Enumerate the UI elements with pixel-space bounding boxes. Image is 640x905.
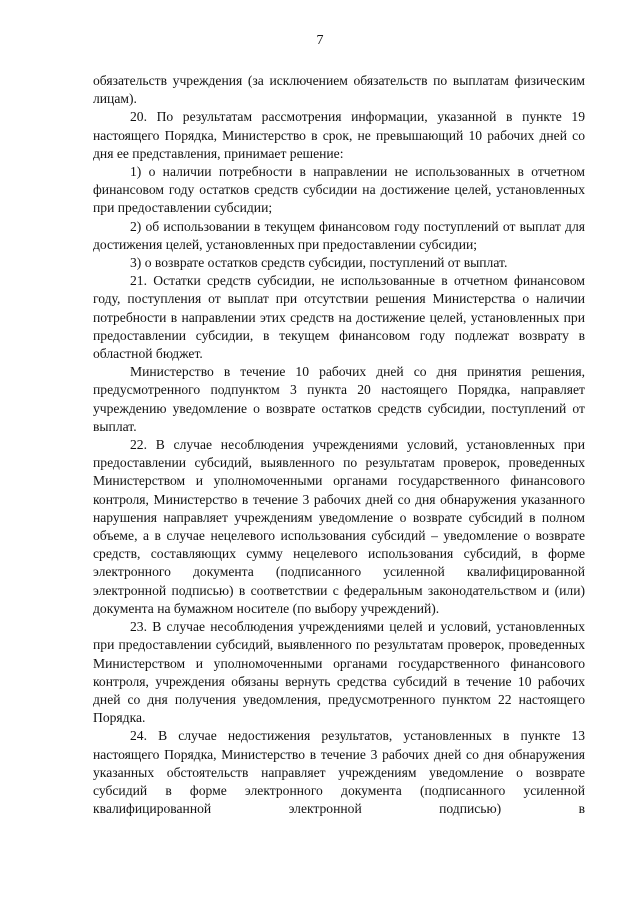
paragraph-20-item-1: 1) о наличии потребности в направлении не использованных в отчетном финансовом году остатков средств субсидии на достижение целей, установленных при предоставлении субсидии; [93,164,585,216]
paragraph-24: 24. В случае недостижения результатов, установленных в пункте 13 настоящего Порядка, Министерство в течение 3 рабочих дней со дня обнаружения указанных обстоятельств направляет учреждениям уведомление о возврате субсидий в форме электронного документа (подписанного усиленной квалифицированной электронной подписью) в [93,728,585,817]
paragraph-22: 22. В случае несоблюдения учреждениями условий, установленных при предоставлении субсидий, выявленного по результатам проверок, проведенных Министерством и уполномоченными органами государственного финансового контроля, Министерство в течение 3 рабочих дней со дня обнаружения указанного нарушения направляет учреждениям уведомление о возврате субсидий в полном объеме, а в случае нецелевого использования субсидий – уведомление о возврате средств, составляющих сумму нецелевого использования субсидий, в форме электронного документа (подписанного усиленной квалифицированной электронной подписью) в соответствии с федеральным законодательством и (или) документа на бумажном носителе (по выбору учреждений). [93,437,585,616]
paragraph-20-item-2: 2) об использовании в текущем финансовом году поступлений от выплат для достижения целей, установленных при предоставлении субсидии; [93,218,585,252]
paragraph-23: 23. В случае несоблюдения учреждениями целей и условий, установленных при предоставлении субсидий, выявленного по результатам проверок, проведенных Министерством и уполномоченными органами государственного финансового контроля, учреждения обязаны вернуть средства субсидий в течение 10 рабочих дней со дня получения уведомления, предусмотренного пунктом 22 настоящего Порядка. [93,619,585,726]
paragraph-21-notice: Министерство в течение 10 рабочих дней со дня принятия решения, предусмотренного подпунктом 3 пункта 20 настоящего Порядка, направляет учреждению уведомление о возврате остатков средств субсидии, поступлений от выплат. [93,364,585,434]
paragraph-20-item-3: 3) о возврате остатков средств субсидии, поступлений от выплат. [130,255,508,271]
paragraph-20: 20. По результатам рассмотрения информации, указанной в пункте 19 настоящего Порядка, Министерство в срок, не превышающий 10 рабочих дней со дня ее представления, принимает решение: [93,109,585,161]
document-body [93,72,585,818]
paragraph-continuation: обязательств учреждения (за исключением обязательств по выплатам физическим лицам). [93,73,585,107]
page-number: 7 [316,33,324,48]
paragraph-21: 21. Остатки средств субсидии, не использованные в отчетном финансовом году, поступления от выплат при отсутствии решения Министерства о наличии потребности в направлении этих средств на достижение целей, установленных при предоставлении субсидии, в текущем финансовом году подлежат возврату в областной бюджет. [93,273,585,362]
